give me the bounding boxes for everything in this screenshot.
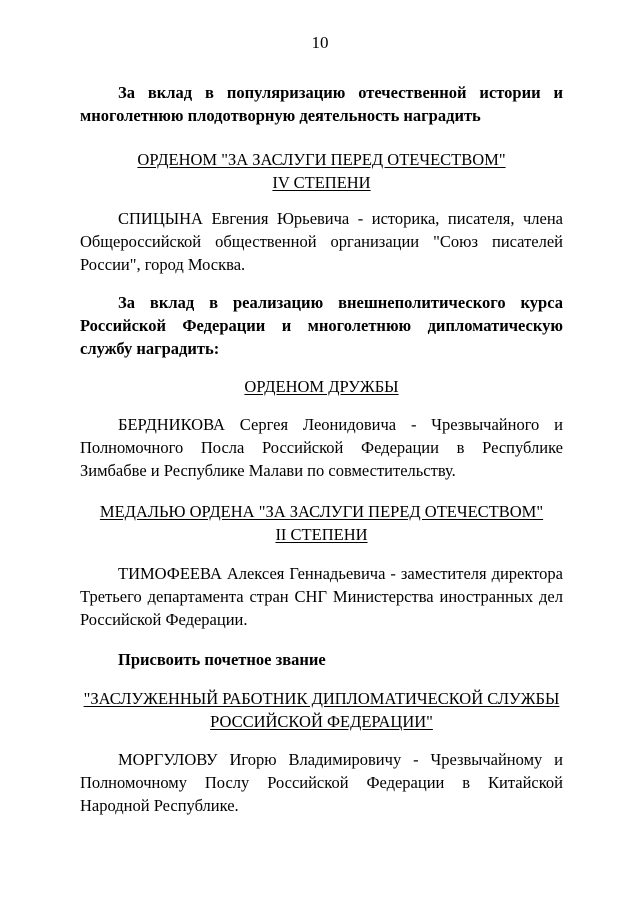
award-reason-history: За вклад в популяризацию отечественной истории и многолетнюю плодотворную деятельность наградить — [80, 83, 563, 125]
award-title-line-1: ОРДЕНОМ "ЗА ЗАСЛУГИ ПЕРЕД ОТЕЧЕСТВОМ" — [137, 150, 506, 169]
award-title-medal-order-merit-ii — [80, 500, 563, 546]
recipient-morgulov: МОРГУЛОВУ Игорю Владимировичу - Чрезвычайному и Полномочному Послу Российской Федерации в Китайской Народной Республике. — [80, 750, 563, 815]
honorary-title-intro: Присвоить почетное звание — [118, 650, 326, 669]
award-title-line-1: ОРДЕНОМ ДРУЖБЫ — [244, 377, 399, 396]
recipient-spitsyn: СПИЦЫНА Евгения Юрьевича - историка, писателя, члена Общероссийской общественной организации "Союз писателей России", город Москва. — [80, 209, 563, 274]
award-title-line-2: IV СТЕПЕНИ — [272, 173, 371, 192]
award-title-order-friendship — [80, 375, 563, 398]
award-title-order-merit-iv — [80, 148, 563, 194]
award-reason-diplomacy: За вклад в реализацию внешнеполитического курса Российской Федерации и многолетнюю дипломатическую службу наградить: — [80, 293, 563, 358]
honorary-title-name — [80, 687, 563, 733]
honorary-title-line-1: "ЗАСЛУЖЕННЫЙ РАБОТНИК ДИПЛОМАТИЧЕСКОЙ СЛУЖБЫ — [83, 689, 560, 708]
award-title-line-2: II СТЕПЕНИ — [275, 525, 368, 544]
honorary-title-line-2: РОССИЙСКОЙ ФЕДЕРАЦИИ" — [210, 712, 433, 731]
recipient-timofeev: ТИМОФЕЕВА Алексея Геннадьевича - заместителя директора Третьего департамента стран СНГ Министерства иностранных дел Российской Федерации. — [80, 564, 563, 629]
page-number: 10 — [311, 33, 329, 52]
recipient-berdnikov: БЕРДНИКОВА Сергея Леонидовича - Чрезвычайного и Полномочного Посла Российской Федерации в Республике Зимбабве и Республике Малави по совместительству. — [80, 415, 563, 480]
award-title-line-1: МЕДАЛЬЮ ОРДЕНА "ЗА ЗАСЛУГИ ПЕРЕД ОТЕЧЕСТВОМ" — [99, 502, 544, 521]
